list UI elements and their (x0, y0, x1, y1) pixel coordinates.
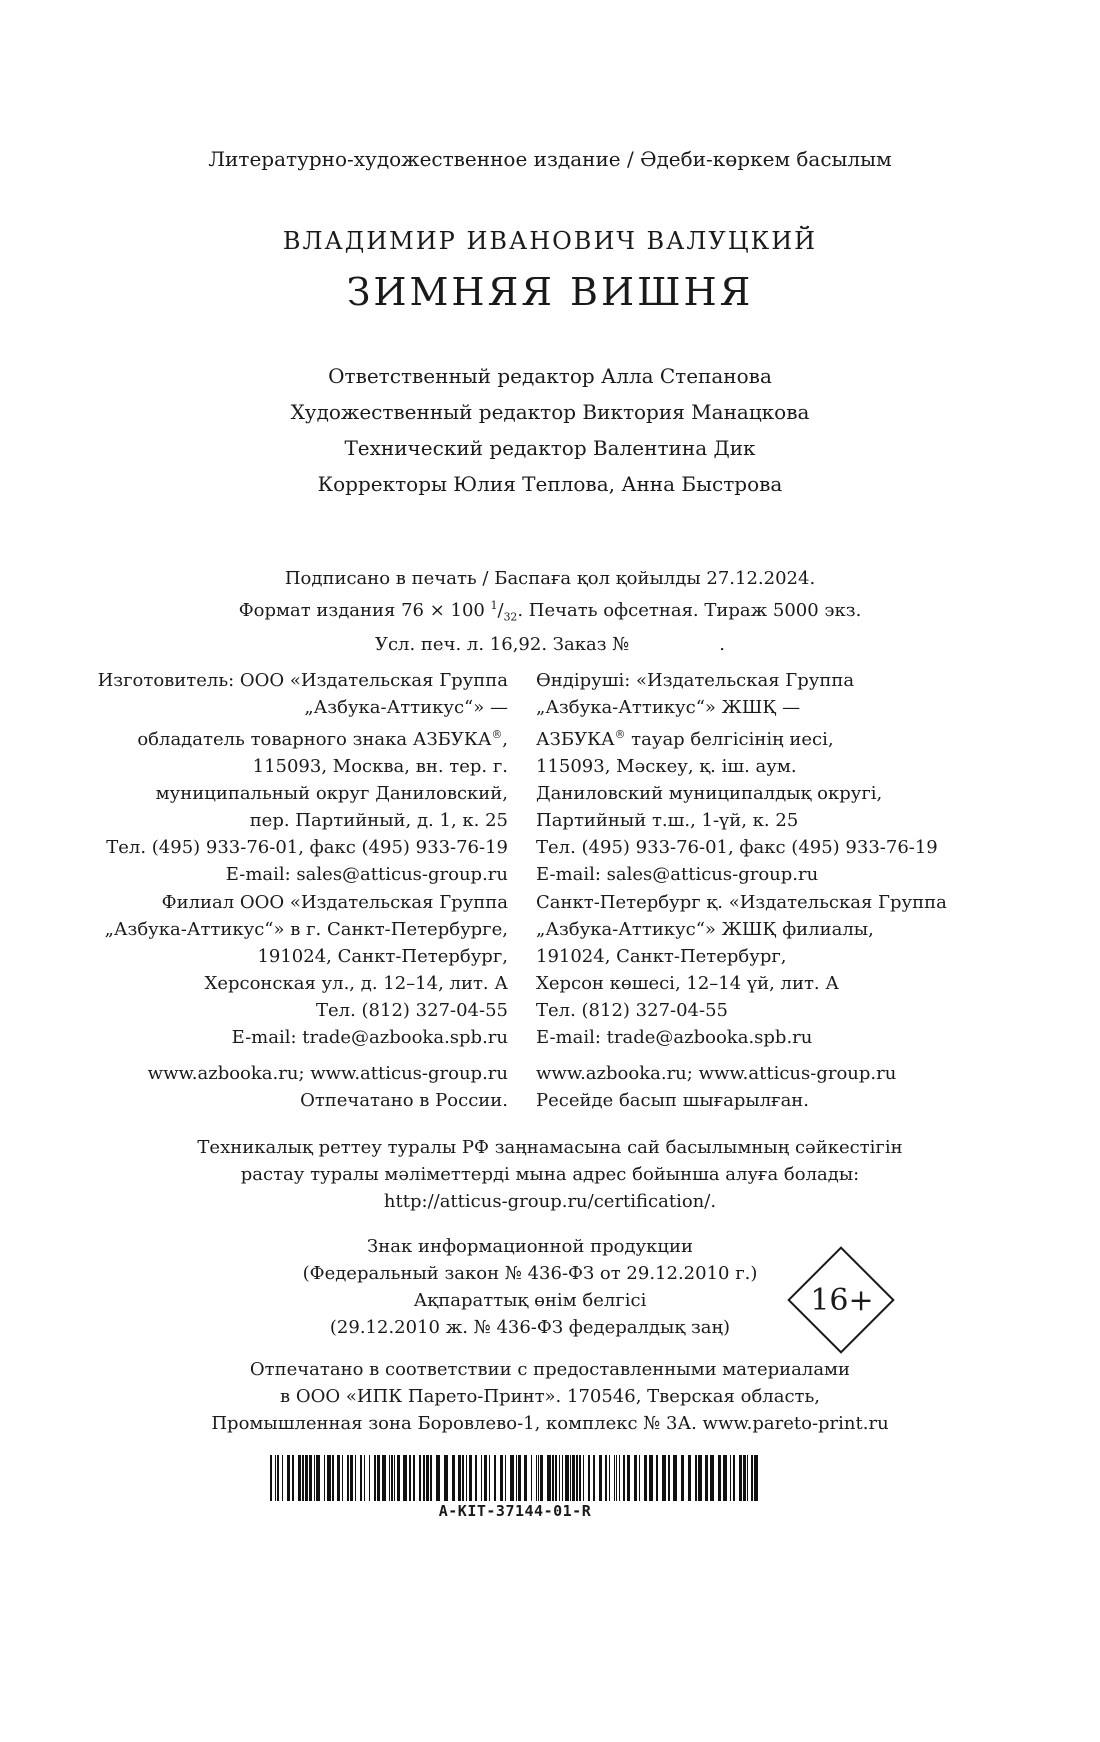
registered-mark: ® (614, 728, 626, 741)
edition-type: Литературно-художественное издание / Әдеби-көркем басылым (208, 147, 892, 171)
manufacturer-kz (536, 667, 1056, 888)
info-sign-line: (29.12.2010 ж. № 436-ФЗ федералдық заң) (329, 1317, 731, 1338)
mfr-ru-line: 115093, Москва, вн. тер. г. (252, 756, 508, 777)
editor-line: Технический редактор Валентина Дик (344, 436, 756, 460)
branch-ru-line: 191024, Санкт-Петербург, (257, 946, 508, 967)
mfr-ru-line: Изготовитель: ООО «Издательская Группа (97, 670, 508, 691)
printer-line: Промышленная зона Боровлево-1, комплекс № 3А. www.pareto-print.ru (211, 1413, 889, 1434)
web-kz (536, 1060, 1056, 1114)
branch-kz (536, 889, 1056, 1051)
barcode-icon (270, 1455, 760, 1501)
printer-line: Отпечатано в соответствии с предоставленными материалами (249, 1359, 851, 1380)
mfr-ru-line (60, 721, 508, 753)
format-slash: / (497, 600, 504, 621)
branch-kz-line: 191024, Санкт-Петербург, (536, 946, 787, 967)
mfr-kz-trademark: АЗБУКА (536, 729, 615, 750)
branch-kz-line: Санкт-Петербург қ. «Издательская Группа (536, 892, 947, 913)
format-line (0, 592, 1100, 631)
barcode-code: A-KIT-37144-01-R (438, 1502, 592, 1520)
mfr-kz-line: Өндіруші: «Издательская Группа (536, 670, 855, 691)
format-denominator: 32 (503, 610, 518, 624)
mfr-ru-line: „Азбука-Аттикус“» — (304, 697, 508, 718)
info-sign-line: Ақпараттық өнім белгісі (413, 1290, 647, 1311)
certification-url: http://atticus-group.ru/certification/. (383, 1191, 717, 1212)
editor-line: Ответственный редактор Алла Степанова (328, 364, 772, 388)
web-ru (60, 1060, 508, 1114)
signed-date: Подписано в печать / Баспаға қол қойылды 27.12.2024. (284, 568, 816, 589)
sheets-text: Усл. печ. л. 16,92. Заказ № (374, 633, 630, 655)
info-sign-block (270, 1233, 790, 1341)
tech-line: Техникалық реттеу туралы РФ заңнамасына сай басылымның сәйкестігін (197, 1137, 903, 1158)
branch-ru-line: Филиал ООО «Издательская Группа (161, 892, 508, 913)
branch-kz-email: E-mail: trade@azbooka.spb.ru (536, 1027, 813, 1048)
registered-mark: ® (491, 728, 503, 741)
web-ru-printed: Отпечатано в России. (300, 1090, 508, 1111)
mfr-ru-comma: , (502, 729, 508, 750)
format-prefix: Формат издания 76 × 100 (238, 600, 491, 621)
info-sign-line: Знак информационной продукции (367, 1236, 693, 1257)
mfr-kz-line: Партийный т.ш., 1-үй, к. 25 (536, 810, 799, 831)
mfr-kz-phone: Тел. (495) 933-76-01, факс (495) 933-76-19 (536, 837, 938, 858)
mfr-kz-line: Даниловский муниципалдық округі, (536, 783, 883, 804)
mfr-kz-line: 115093, Мәскеу, қ. іш. аум. (536, 756, 797, 777)
mfr-ru-line: муниципальный округ Даниловский, (155, 783, 508, 804)
print-info (0, 565, 1100, 658)
tech-line: растау туралы мәліметтерді мына адрес бойынша алуға болады: (240, 1164, 860, 1185)
branch-kz-phone: Тел. (812) 327-04-55 (536, 1000, 728, 1021)
mfr-kz-line (536, 721, 1056, 753)
web-kz-sites: www.azbooka.ru; www.atticus-group.ru (536, 1063, 897, 1084)
book-title: ЗИМНЯЯ ВИШНЯ (346, 270, 754, 314)
manufacturer-ru (60, 667, 508, 888)
tech-regulation (0, 1134, 1100, 1215)
branch-ru-phone: Тел. (812) 327-04-55 (316, 1000, 508, 1021)
mfr-kz-trademark-owner: тауар белгісінің иесі, (625, 729, 834, 750)
branch-ru-email: E-mail: trade@azbooka.spb.ru (231, 1027, 508, 1048)
web-ru-sites: www.azbooka.ru; www.atticus-group.ru (147, 1063, 508, 1084)
mfr-kz-line: „Азбука-Аттикус“» ЖШҚ — (536, 697, 801, 718)
book-author: ВЛАДИМИР ИВАНОВИЧ ВАЛУЦКИЙ (282, 227, 818, 255)
branch-kz-line: „Азбука-Аттикус“» ЖШҚ филиалы, (536, 919, 874, 940)
format-suffix: . Печать офсетная. Тираж 5000 экз. (517, 600, 862, 621)
printer-info (0, 1356, 1100, 1437)
branch-ru (60, 889, 508, 1051)
branch-kz-line: Херсон көшесі, 12–14 үй, лит. А (536, 973, 839, 994)
mfr-ru-line: пер. Партийный, д. 1, к. 25 (249, 810, 508, 831)
sheets-end: . (719, 633, 726, 655)
editor-line: Художественный редактор Виктория Манацкова (290, 400, 810, 424)
mfr-ru-trademark: обладатель товарного знака АЗБУКА (137, 729, 492, 750)
printer-line: в ООО «ИПК Парето-Принт». 170546, Тверская область, (279, 1386, 821, 1407)
age-rating-badge (787, 1246, 897, 1356)
mfr-kz-email: E-mail: sales@atticus-group.ru (536, 864, 819, 885)
sheets-line (0, 631, 1100, 658)
web-kz-printed: Ресейде басып шығарылған. (536, 1090, 810, 1111)
format-numerator: 1 (490, 599, 498, 612)
editor-line: Корректоры Юлия Теплова, Анна Быстрова (317, 472, 783, 496)
editors-block (0, 358, 1100, 502)
age-rating-text: 16+ (810, 1283, 874, 1318)
branch-ru-line: Херсонская ул., д. 12–14, лит. А (204, 973, 508, 994)
info-sign-line: (Федеральный закон № 436-ФЗ от 29.12.2010 г.) (302, 1263, 758, 1284)
mfr-ru-email: E-mail: sales@atticus-group.ru (225, 864, 508, 885)
branch-ru-line: „Азбука-Аттикус“» в г. Санкт-Петербурге, (104, 919, 508, 940)
mfr-ru-phone: Тел. (495) 933-76-01, факс (495) 933-76-19 (106, 837, 508, 858)
